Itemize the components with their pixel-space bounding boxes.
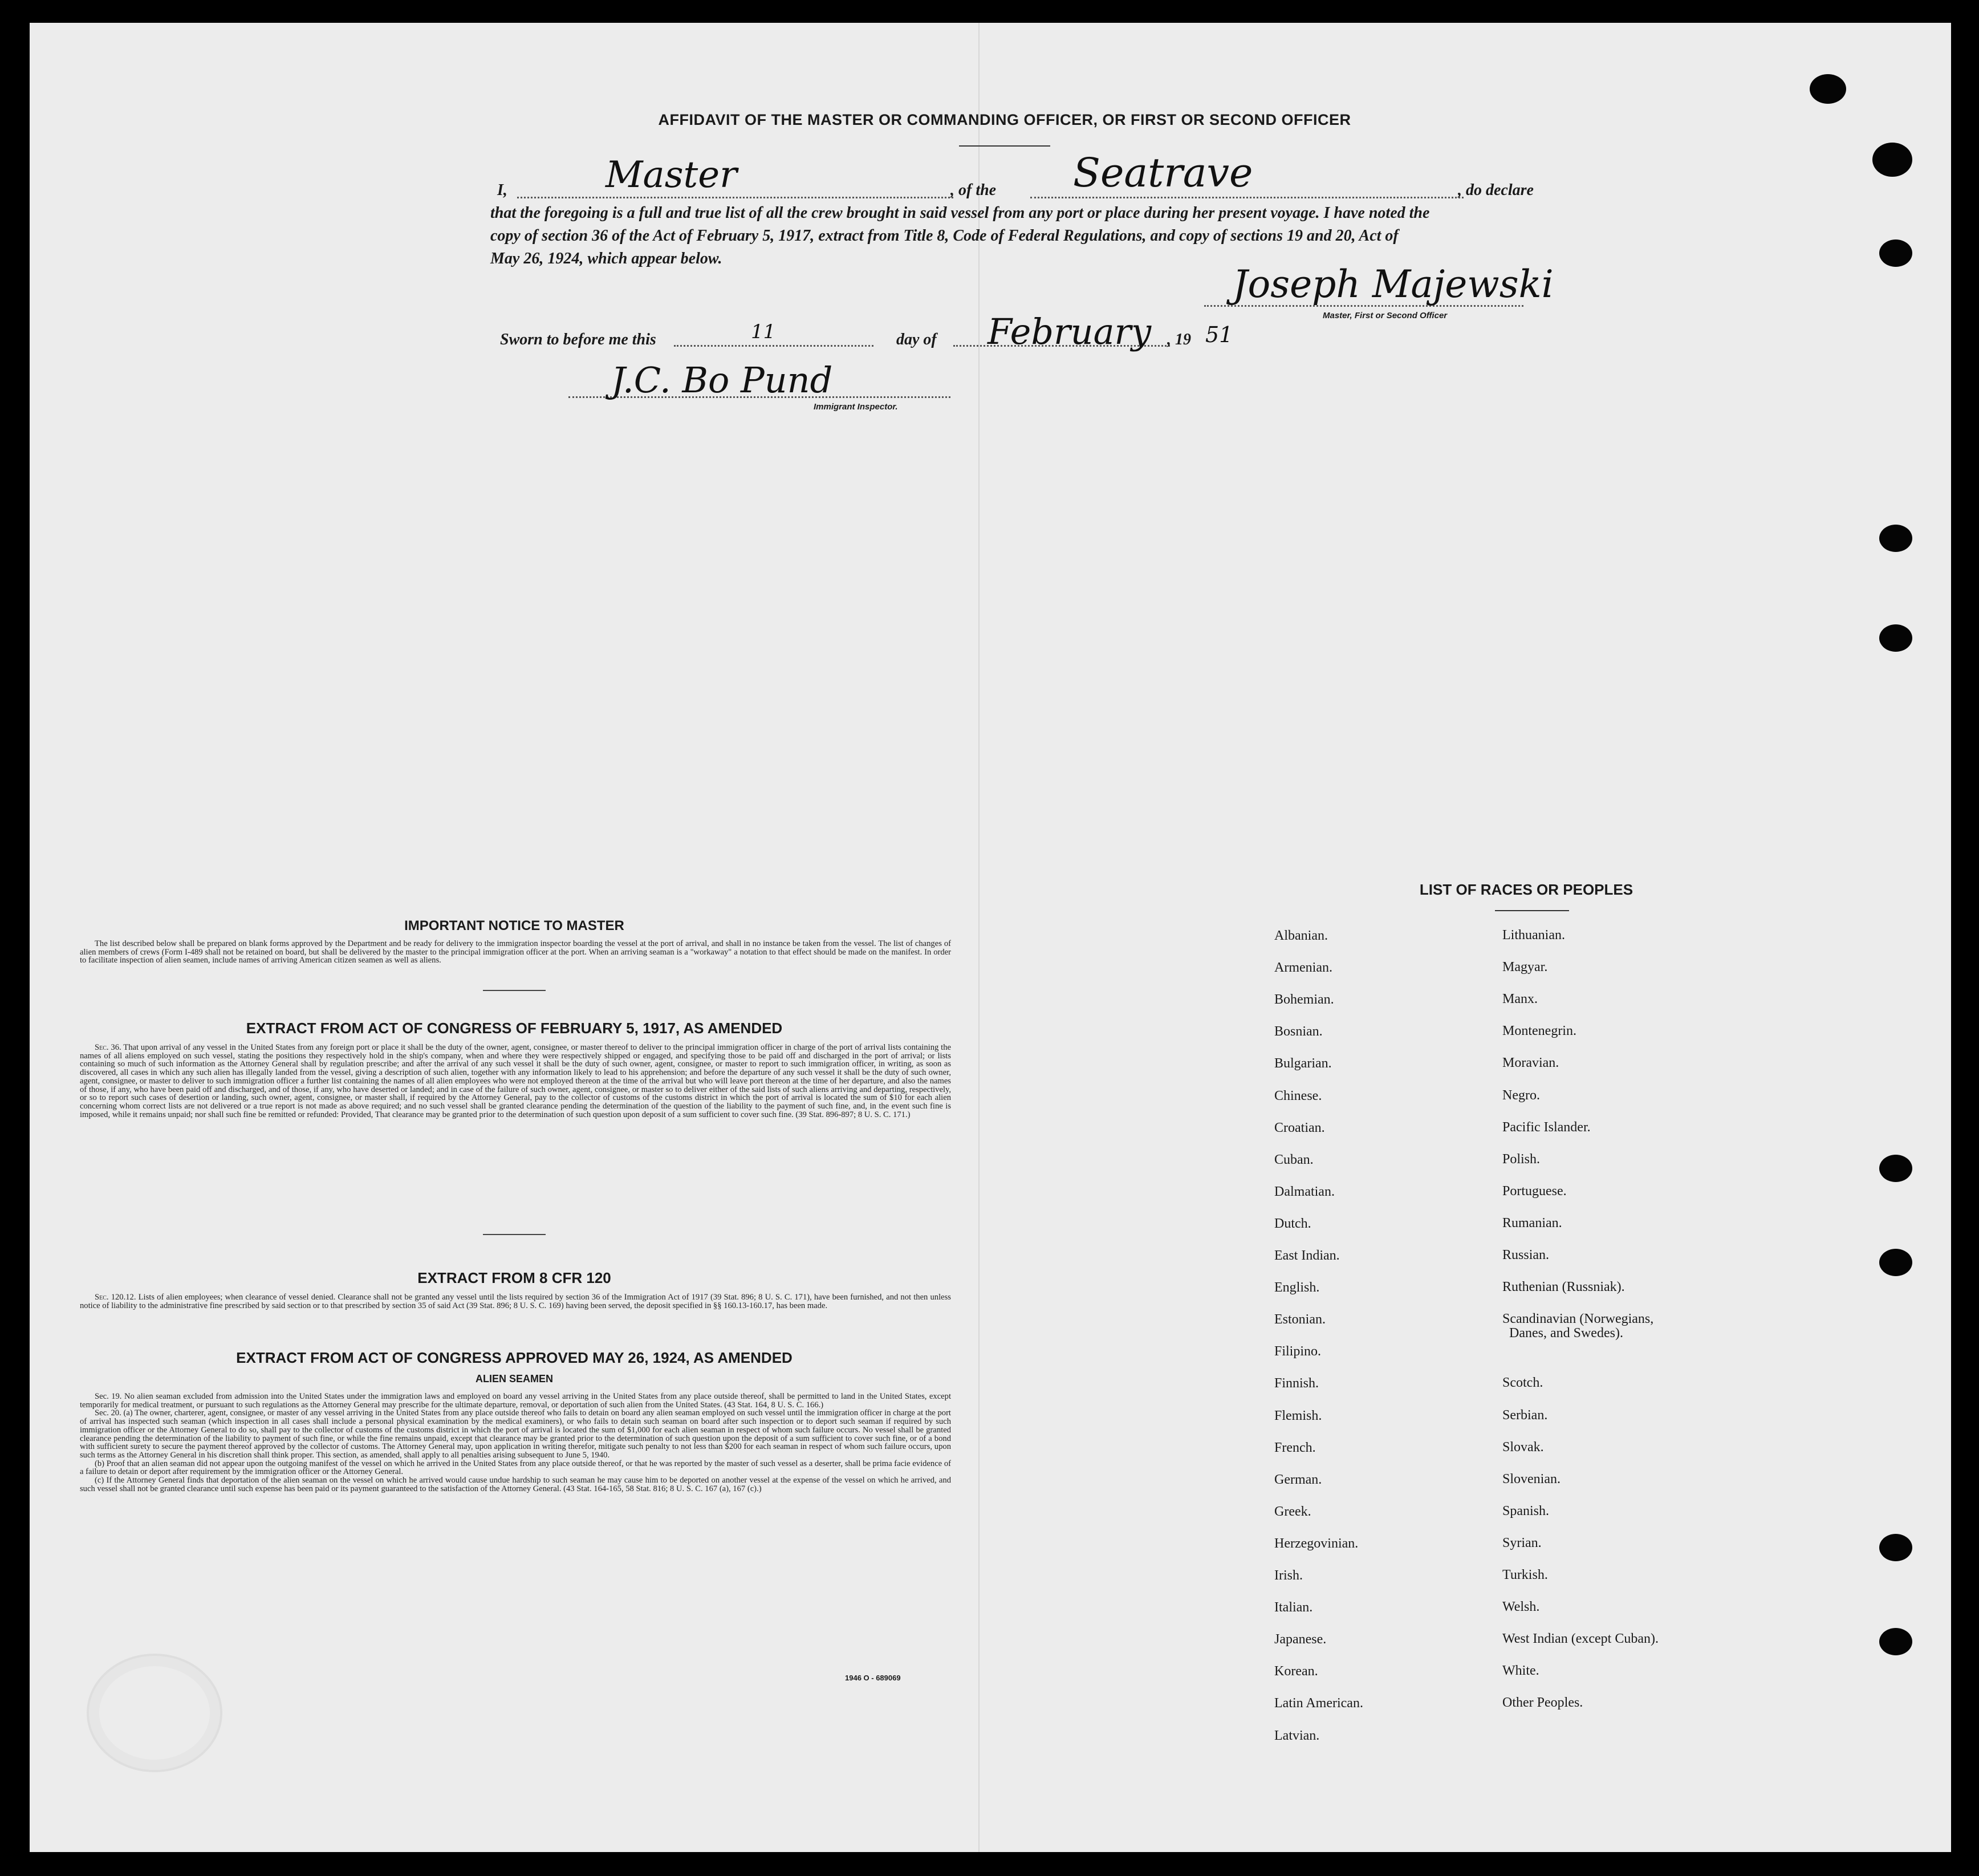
race-item: Bosnian.: [1274, 1024, 1323, 1039]
race-item: Portuguese.: [1502, 1183, 1567, 1199]
cfr-section: Sec. 120.12.: [95, 1293, 136, 1302]
race-item: Bohemian.: [1274, 992, 1334, 1008]
year-handwritten: 51: [1205, 322, 1233, 347]
race-item: Syrian.: [1502, 1535, 1542, 1550]
race-item: East Indian.: [1274, 1248, 1340, 1263]
race-item: Flemish.: [1274, 1408, 1322, 1423]
extract-1917-section: Sec. 36.: [95, 1043, 121, 1052]
races-title: LIST OF RACES OR PEOPLES: [1419, 881, 1633, 898]
master-signature: Joseph Majewski: [1233, 262, 1554, 306]
print-code: 1946 O - 689069: [845, 1674, 901, 1682]
race-item: Turkish.: [1502, 1568, 1548, 1582]
cfr-text: [80, 1293, 951, 1310]
race-item: Lithuanian.: [1502, 928, 1565, 943]
race-item: Magyar.: [1502, 960, 1548, 975]
embossed-seal: [87, 1654, 222, 1772]
race-item: Bulgarian.: [1274, 1056, 1332, 1071]
race-item: Dalmatian.: [1274, 1184, 1335, 1199]
race-item: Latvian.: [1274, 1728, 1320, 1743]
race-item: West Indian (except Cuban).: [1502, 1631, 1659, 1647]
race-item: Armenian.: [1274, 960, 1332, 976]
binder-hole: [1879, 1249, 1912, 1276]
binder-hole: [1879, 1155, 1912, 1182]
race-item: Latin American.: [1274, 1696, 1363, 1711]
inspector-label: Immigrant Inspector.: [814, 402, 898, 412]
binder-hole: [1872, 143, 1912, 177]
race-item: Serbian.: [1502, 1407, 1548, 1423]
inspector-signature: J.C. Bo Pund: [611, 359, 833, 401]
extract-1924-subtitle: ALIEN SEAMEN: [475, 1373, 553, 1384]
race-item: Other Peoples.: [1502, 1695, 1583, 1711]
affidavit-line-4: May 26, 1924, which appear below.: [490, 250, 722, 267]
page-fold: [978, 23, 980, 1852]
vessel-handwritten: Seatrave: [1073, 149, 1253, 196]
cfr-title: EXTRACT FROM 8 CFR 120: [417, 1269, 611, 1286]
race-item: Spanish.: [1502, 1503, 1550, 1518]
race-item: Welsh.: [1502, 1599, 1540, 1615]
race-item: Cuban.: [1274, 1152, 1314, 1167]
rank-handwritten: Master: [606, 154, 737, 196]
binder-hole: [1879, 239, 1912, 267]
race-item: Chinese.: [1274, 1088, 1322, 1103]
race-item: Montenegrin.: [1502, 1024, 1576, 1039]
race-item: Irish.: [1274, 1568, 1303, 1583]
race-item: Ruthenian (Russniak).: [1502, 1280, 1625, 1295]
race-item: Polish.: [1502, 1151, 1541, 1167]
race-item: French.: [1274, 1440, 1316, 1455]
race-item: Finnish.: [1274, 1376, 1319, 1391]
affidavit-title: AFFIDAVIT OF THE MASTER OR COMMANDING OFFICER, OR FIRST OR SECOND OFFICER: [658, 111, 1351, 128]
extract-1917-title: EXTRACT FROM ACT OF CONGRESS OF FEBRUARY 5, 1917, AS AMENDED: [246, 1020, 783, 1037]
vessel-line: [1030, 197, 1464, 198]
title-rule: [959, 145, 1050, 147]
day-handwritten: 11: [751, 320, 776, 343]
race-item: Greek.: [1274, 1504, 1311, 1519]
race-item: Manx.: [1502, 992, 1538, 1007]
race-item: Dutch.: [1274, 1216, 1311, 1231]
race-item: English.: [1274, 1280, 1320, 1296]
binder-hole: [1810, 74, 1846, 104]
extract-1917-body: That upon arrival of any vessel in the United States from any foreign port or place it shall be the duty of the owner, agent, consignee, or master thereof to deliver to the principal immigration officer in charge of the port of arrival lists containing the names of all aliens employed on such vessel, stating the positions they respectively hold in the ship's company, when and where they were respectively shipped or engaged, and specifying those to be paid off and discharged in the port of arrival; or lists containing so much of such information as the Attorney General shall by regulation prescribe; and after the arrival of any such vessel it shall be the duty of such owner, agent, consignee, or master to report to such immigration officer, in writing, as soon as discovered, all cases in which any such alien has illegally landed from the vessel, giving a description of such alien, together with any information likely to lead to his apprehension; and before the departure of any such vessel it shall be the duty of such owner, agent, consignee, or master to deliver to such immigration officer a further list containing the names of all alien employees who were not employed thereon at the time of the arrival but who will leave port thereon at the time of her departure, and also the names of those, if any, who have been paid off and discharged, and of those, if any, who have deserted or landed; and in case of the failure of such owner, agent, consignee, or master so to deliver either of the said lists of such aliens arriving and departing, respectively, or so to report such cases of desertion or landing, such owner, agent, consignee, or master shall, if required by the Attorney General, pay to the collector of customs of the customs district in which the port of arrival is located the sum of $10 for each alien concerning whom correct lists are not delivered or a true report is not made as above required; and no such vessel shall be granted clearance pending the determination of the question of the liability to the payment of such fine, and, in the event such fine is imposed, while it remains unpaid; nor shall such fine be remitted or refunded: Provided, That clearance may be granted prior to the determination of such question upon deposit of a sum sufficient to cover such fine. (39 Stat. 896-897; 8 U. S. C. 171.): [80, 1043, 952, 1119]
race-item: Rumanian.: [1502, 1215, 1562, 1231]
document-page: [30, 23, 1951, 1852]
race-item: Filipino.: [1274, 1344, 1322, 1359]
do-declare-label: , do declare: [1458, 181, 1534, 199]
sworn-prefix: Sworn to before me this: [500, 331, 656, 348]
of-the-label: , of the: [950, 181, 997, 199]
race-item: Slovak.: [1502, 1439, 1544, 1455]
race-item: Scandinavian (Norwegians, Danes, and Swedes).: [1502, 1311, 1654, 1341]
race-item: Pacific Islander.: [1502, 1119, 1591, 1135]
section-20b-paragraph: (b) Proof that an alien seaman did not appear upon the outgoing manifest of the vessel on which he arrived in the United States from any place outside thereof, or that he was reported by the master of such vessel as a deserter, shall be prima facie evidence of a failure to detain or deport after requirement by the immigration officer or the Attorney General.: [80, 1459, 951, 1477]
notice-rule: [483, 990, 546, 991]
affidavit-line-3: copy of section 36 of the Act of February 5, 1917, extract from Title 8, Code of Federal Regulations, and copy of sections 19 and 20, Act of: [490, 227, 1399, 245]
cfr-body: Lists of alien employees; when clearance of vessel denied. Clearance shall not be granted any vessel until the lists required by section 36 of the Immigration Act of 1917 (39 Stat. 896; 8 U. S. C. 171), have been furnished, and not then unless notice of liability to the administrative fine prescribed by said section or to that prescribed by section 35 of said Act (39 Stat. 896; 8 U. S. C. 169) having been served, the deposit specified in §§ 160.13-160.17, has been made.: [80, 1293, 951, 1310]
races-rule: [1495, 910, 1569, 911]
race-item: Herzegovinian.: [1274, 1536, 1359, 1551]
race-item: Japanese.: [1274, 1632, 1327, 1647]
binder-hole: [1879, 1628, 1912, 1655]
section-20c-paragraph: (c) If the Attorney General finds that deportation of the alien seaman on the vessel on which he arrived would cause undue hardship to such seaman he may cause him to be deported on another vessel at the expense of the vessel on which he arrived, and such vessel shall not be granted clearance until such expense has been paid or its payment guaranteed to the satisfaction of the Attorney General. (43 Stat. 164-165, 58 Stat. 816; 8 U. S. C. 167 (a), 167 (c).): [80, 1476, 951, 1493]
race-item: Italian.: [1274, 1600, 1313, 1615]
year-prefix: , 19: [1167, 331, 1191, 348]
extract-1917-text: [80, 1043, 951, 1119]
race-item: Korean.: [1274, 1664, 1318, 1679]
race-item: Scotch.: [1502, 1375, 1543, 1391]
race-item: Negro.: [1502, 1087, 1540, 1103]
extract-1917-rule: [483, 1234, 546, 1235]
race-item: Moravian.: [1502, 1055, 1559, 1071]
extract-1924-text: [80, 1392, 951, 1493]
day-line: [674, 345, 873, 347]
binder-hole: [1879, 624, 1912, 652]
race-item: Slovenian.: [1502, 1471, 1561, 1487]
notice-title: IMPORTANT NOTICE TO MASTER: [404, 918, 624, 933]
race-item: White.: [1502, 1663, 1539, 1679]
binder-hole: [1879, 525, 1912, 552]
notice-paragraph: The list described below shall be prepared on blank forms approved by the Department and be ready for delivery to the immigration inspector boarding the vessel at the port of arrival, and shall in no instance be taken from the vessel. The list of changes of alien members of crews (Form I-489 shall not be retained on board, but shall be delivered by the master to the principal immigration officer at the port. When an arriving seaman is a "workaway" a notation to that effect should be made on the manifest. In order to facilitate inspection of alien seamen, include names of arriving American citizen seamen as well as aliens.: [80, 939, 951, 965]
extract-1924-title: EXTRACT FROM ACT OF CONGRESS APPROVED MAY 26, 1924, AS AMENDED: [236, 1349, 793, 1366]
race-item: Estonian.: [1274, 1312, 1326, 1327]
binder-hole: [1879, 1534, 1912, 1561]
section-19-paragraph: Sec. 19. No alien seaman excluded from admission into the United States under the immigration laws and employed on board any vessel arriving in the United States from any place outside thereof, shall be permitted to land in the United States, except temporarily for medical treatment, or pursuant to such regulations as the Attorney General may prescribe for the ultimate departure, removal, or deportation of such alien from the United States. (43 Stat. 164, 8 U. S. C. 166.): [80, 1392, 951, 1410]
race-item: Albanian.: [1274, 928, 1328, 943]
month-handwritten: February: [988, 311, 1152, 352]
affidavit-line-2: that the foregoing is a full and true list of all the crew brought in said vessel from any port or place during her present voyage. I have noted the: [490, 204, 1430, 222]
notice-text: [80, 940, 951, 965]
signature-label: Master, First or Second Officer: [1323, 311, 1448, 320]
day-of-label: day of: [896, 331, 937, 348]
affidavit-lead: I,: [497, 181, 507, 199]
race-item: Russian.: [1502, 1248, 1550, 1262]
race-item: German.: [1274, 1472, 1322, 1487]
race-item: Croatian.: [1274, 1120, 1325, 1135]
section-20a-paragraph: Sec. 20. (a) The owner, charterer, agent, consignee, or master of any vessel arriving in the United States from any place outside thereof who fails to detain on board any alien seaman employed on such vessel until the immigration officer in charge at the port of arrival has inspected such seaman (which inspection in all cases shall include a personal physical examination by the medical examiners), or who fails to detain such seaman on board after such inspection or to deport such seaman if required by such immigration officer or the Attorney General to do so, shall pay to the collector of customs of the customs district in which the port of arrival is located the sum of $1,000 for each alien seaman in respect of whom such failure occurs. No vessel shall be granted clearance pending the determination of the liability to payment of such fine, or while the fine remains unpaid, except that clearance may be granted prior to the determination of such question upon the deposit of a sum sufficient to cover such fine, or of a bond with sufficient surety to secure the payment thereof approved by the collector of customs. The Attorney General may, upon application in writing therefor, mitigate such penalty to not less than $200 for each seaman in respect of whom such failure occurs, upon such terms as the Attorney General in his discretion shall think proper. This section, as amended, shall apply to all penalties arising subsequent to June 5, 1940.: [80, 1408, 951, 1460]
rank-line: [517, 197, 953, 198]
